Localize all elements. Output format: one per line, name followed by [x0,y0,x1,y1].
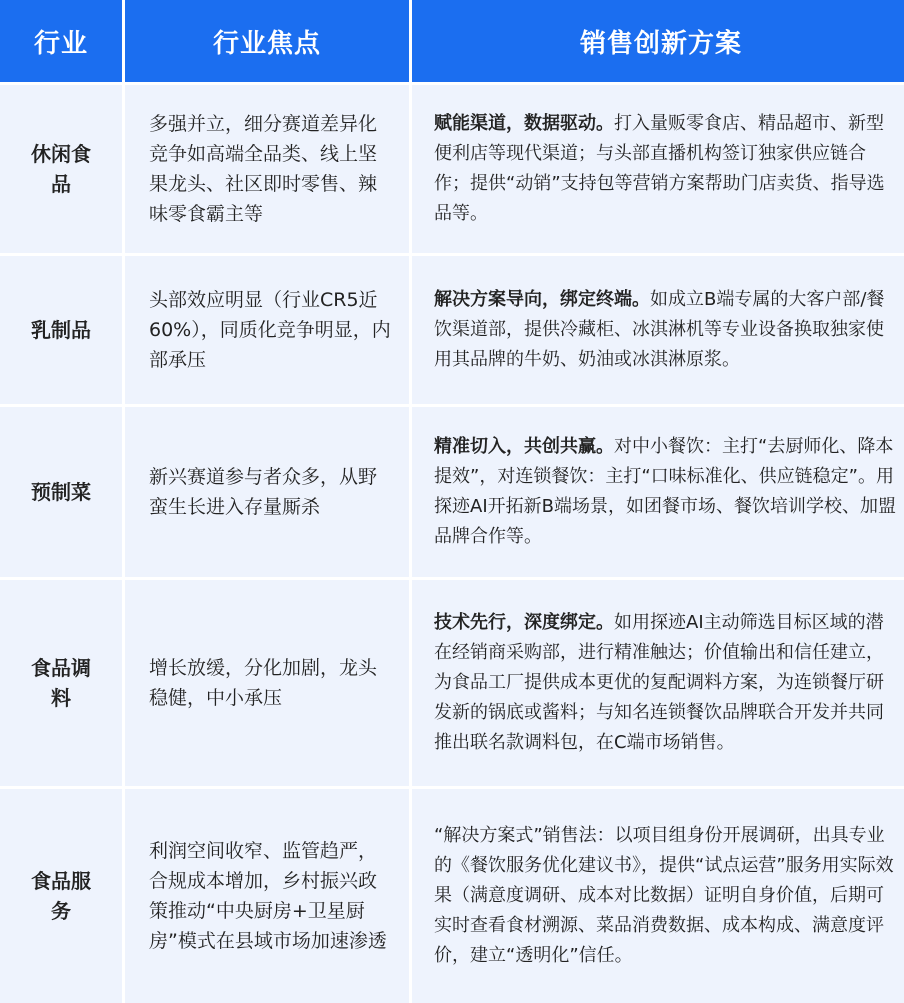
row-4-features: 增长放缓，分化加剧，龙头稳健，中小承压 [125,580,409,786]
row-3-category: 预制菜 [0,407,122,577]
row-5-features: 利润空间收窄、监管趋严，合规成本增加，乡村振兴政策推动“中央厨房+卫星厨房”模式在县域市场加速渗透 [125,789,409,1003]
row-3-features: 新兴赛道参与者众多，从野蛮生长进入存量厮杀 [125,407,409,577]
row-1-category: 休闲食品 [0,85,122,253]
row-4-strategy-text: 如用探迹AI主动筛选目标区域的潜在经销商采购部，进行精准触达；价值输出和信任建立，为食品工厂提供成本更优的复配调料方案，为连锁餐厅研发新的锅底或酱料；与知名连锁餐饮品牌联合开发并共同推出联名款调料包，在C端市场销售。 [434,612,884,753]
row-3-strategy-lead: 精准切入，共创共赢。 [434,436,614,457]
row-2-strategy-text: 如成立B端专属的大客户部/餐饮渠道部，提供冷藏柜、冰淇淋机等专业设备换取独家使用其品牌的牛奶、奶油或冰淇淋原浆。 [434,289,885,370]
row-4-strategy-lead: 技术先行，深度绑定。 [434,612,614,633]
row-4-strategy [412,580,904,786]
row-4-category: 食品调料 [0,580,122,786]
row-1-features: 多强并立，细分赛道差异化竞争如高端全品类、线上坚果龙头、社区即时零售、辣味零食霸主等 [125,85,409,253]
row-3-strategy-text: 对中小餐饮：主打“去厨师化、降本提效”，对连锁餐饮：主打“口味标准化、供应链稳定”。用探迹AI开拓新B端场景，如团餐市场、餐饮培训学校、加盟品牌合作等。 [434,436,896,547]
row-2-strategy [412,256,904,404]
row-3-strategy [412,407,904,577]
row-2-features: 头部效应明显（行业CR5近60%），同质化竞争明显，内部承压 [125,256,409,404]
row-2-category: 乳制品 [0,256,122,404]
row-1-strategy-lead: 赋能渠道，数据驱动。 [434,113,614,134]
header-focus: 行业焦点 [125,0,409,82]
row-5-category: 食品服务 [0,789,122,1003]
row-5-strategy [412,789,904,1003]
header-industry: 行业 [0,0,122,82]
row-5-strategy-text: “解决方案式”销售法：以项目组身份开展调研，出具专业的《餐饮服务优化建议书》，提供“试点运营”服务用实际效果（满意度调研、成本对比数据）证明自身价值，后期可实时查看食材溯源、菜品消费数据、成本构成、满意度评价，建立“透明化”信任。 [434,825,894,966]
row-1-strategy [412,85,904,253]
header-sales-plan: 销售创新方案 [412,0,904,82]
row-1-strategy-text: 打入量贩零食店、精品超市、新型便利店等现代渠道；与头部直播机构签订独家供应链合作；提供“动销”支持包等营销方案帮助门店卖货、指导选品等。 [434,113,885,224]
row-2-strategy-lead: 解决方案导向，绑定终端。 [434,289,650,310]
